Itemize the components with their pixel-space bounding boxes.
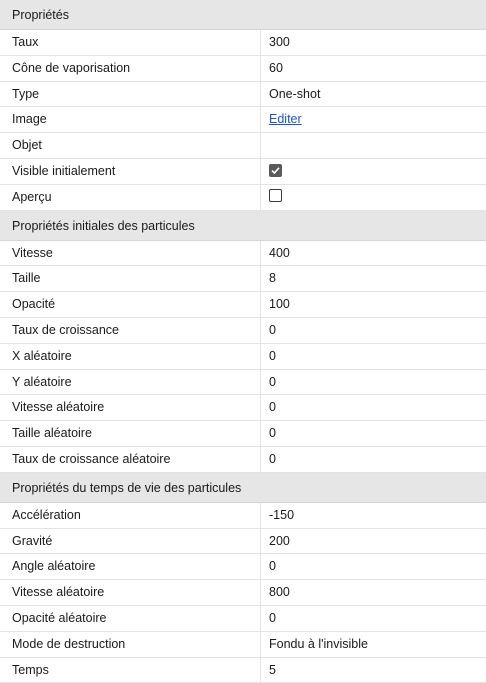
property-row-type[interactable] — [0, 82, 486, 108]
property-row-object[interactable] — [0, 133, 486, 159]
property-label: Taille — [0, 266, 261, 291]
property-label: Gravité — [0, 529, 261, 554]
property-row-lifetime-speed-randomiser[interactable] — [0, 580, 486, 606]
type-value[interactable]: One-shot — [269, 86, 321, 101]
property-row-rate[interactable] — [0, 30, 486, 56]
rate-value[interactable]: 300 — [269, 35, 290, 49]
property-row-grow-rate-randomiser[interactable] — [0, 447, 486, 473]
property-row-initially-visible[interactable] — [0, 159, 486, 185]
property-label: Image — [0, 107, 261, 132]
property-row-speed[interactable] — [0, 241, 486, 267]
preview-value — [261, 185, 486, 210]
property-label: Opacité aléatoire — [0, 606, 261, 631]
grow-rate-value[interactable]: 0 — [269, 322, 276, 337]
size-randomiser-value[interactable]: 0 — [269, 426, 276, 441]
property-label: Vitesse aléatoire — [0, 580, 261, 605]
speed-randomiser-value[interactable]: 0 — [269, 400, 276, 415]
section-header-particle-lifetime-properties: Propriétés du temps de vie des particules — [0, 473, 486, 503]
property-label: Visible initialement — [0, 159, 261, 184]
preview-checkbox[interactable] — [269, 189, 282, 202]
property-label: Angle aléatoire — [0, 554, 261, 579]
size-value[interactable]: 8 — [269, 271, 276, 286]
checkmark-icon — [271, 166, 280, 175]
property-row-acceleration[interactable] — [0, 503, 486, 529]
object-value[interactable] — [261, 133, 486, 158]
acceleration-value[interactable]: -150 — [269, 507, 295, 522]
grow-rate-randomiser-value[interactable]: 0 — [269, 451, 276, 466]
property-row-preview[interactable] — [0, 185, 486, 211]
spray-cone-value[interactable]: 60 — [269, 60, 283, 75]
property-label: Temps — [0, 658, 261, 683]
speed-value[interactable]: 400 — [269, 245, 290, 260]
property-label: Objet — [0, 133, 261, 158]
opacity-value[interactable]: 100 — [269, 297, 290, 312]
property-row-opacity[interactable] — [0, 292, 486, 318]
section-header-properties: Propriétés — [0, 0, 486, 30]
property-row-grow-rate[interactable] — [0, 318, 486, 344]
property-label: Mode de destruction — [0, 632, 261, 657]
property-label: Cône de vaporisation — [0, 56, 261, 81]
property-row-size[interactable] — [0, 266, 486, 292]
property-label: Vitesse — [0, 241, 261, 266]
section-header-initial-particle-properties: Propriétés initiales des particules — [0, 211, 486, 241]
property-row-x-randomiser[interactable] — [0, 344, 486, 370]
property-label: Y aléatoire — [0, 370, 261, 395]
destroy-mode-value[interactable]: Fondu à l'invisible — [269, 636, 368, 651]
image-value — [261, 107, 486, 132]
property-label: Type — [0, 82, 261, 107]
edit-image-link[interactable]: Editer — [269, 112, 302, 127]
property-row-spray-cone[interactable] — [0, 56, 486, 82]
property-row-speed-randomiser[interactable] — [0, 395, 486, 421]
property-row-image[interactable] — [0, 107, 486, 133]
property-label: Opacité — [0, 292, 261, 317]
angle-randomiser-value[interactable]: 0 — [269, 559, 276, 574]
property-label: Vitesse aléatoire — [0, 395, 261, 420]
y-randomiser-value[interactable]: 0 — [269, 374, 276, 389]
property-row-timeout[interactable] — [0, 658, 486, 683]
property-label: Taux — [0, 30, 261, 55]
initially-visible-value — [261, 159, 486, 184]
property-label: Taux de croissance aléatoire — [0, 447, 261, 472]
x-randomiser-value[interactable]: 0 — [269, 348, 276, 363]
property-label: X aléatoire — [0, 344, 261, 369]
property-label: Aperçu — [0, 185, 261, 210]
property-row-y-randomiser[interactable] — [0, 370, 486, 396]
timeout-value[interactable]: 5 — [269, 662, 276, 677]
property-row-angle-randomiser[interactable] — [0, 554, 486, 580]
property-row-gravity[interactable] — [0, 529, 486, 555]
lifetime-speed-randomiser-value[interactable]: 800 — [269, 585, 290, 600]
initially-visible-checkbox[interactable] — [269, 164, 282, 177]
opacity-randomiser-value[interactable]: 0 — [269, 610, 276, 625]
property-label: Taux de croissance — [0, 318, 261, 343]
property-row-destroy-mode[interactable] — [0, 632, 486, 658]
property-label: Taille aléatoire — [0, 421, 261, 446]
gravity-value[interactable]: 200 — [269, 533, 290, 548]
property-row-opacity-randomiser[interactable] — [0, 606, 486, 632]
property-row-size-randomiser[interactable] — [0, 421, 486, 447]
property-label: Accélération — [0, 503, 261, 528]
